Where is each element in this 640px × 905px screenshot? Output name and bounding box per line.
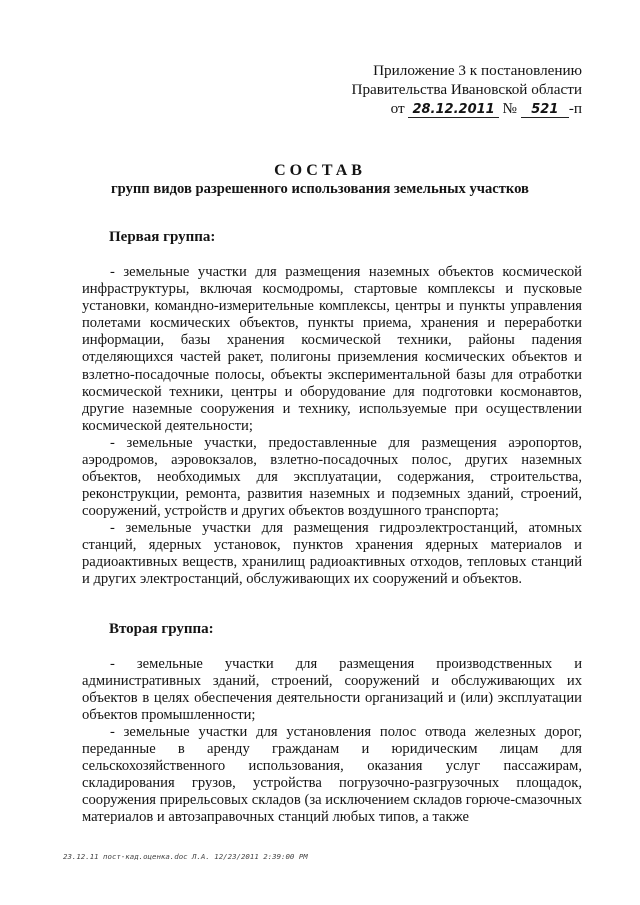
group-2-paragraph-1: - земельные участки для размещения производственных и административных зданий, строений, сооружений и обслуживающих их объектов в целях обеспечения деятельности организаций и (или) эксплуатации объектов промышленности; [82, 656, 582, 724]
number-sign: № [502, 100, 518, 117]
group-1-paragraph-3: - земельные участки для размещения гидроэлектростанций, атомных станций, ядерных установок, пунктов хранения ядерных материалов и радиоактивных веществ, хранилищ радиоактивных отходов, тепловых станций и других электростанций, обслуживающих их сооружений и объектов. [82, 520, 582, 588]
group-2-paragraph-2: - земельные участки для установления полос отвода железных дорог, переданные в аренду гражданам и юридическим лицам для сельскохозяйственного использования, оказания услуг пассажирам, складирования грузов, устройства погрузочно-разгрузочных площадок, сооружения прирельсовых складов (за исключением складов горюче-смазочных материалов и автозаправочных станций любых типов, а также [82, 724, 582, 826]
from-prefix: от [390, 100, 405, 117]
document-subtitle: групп видов разрешенного использования земельных участков [111, 181, 529, 197]
document-title: СОСТАВ [274, 162, 366, 179]
number-suffix: -п [568, 100, 582, 117]
handwritten-number: 521 [521, 103, 569, 118]
appendix-block [352, 61, 583, 118]
handwritten-date: 28.12.2011 [408, 103, 498, 118]
group-1-paragraph-2: - земельные участки, предоставленные для размещения аэропортов, аэродромов, аэровокзалов, взлетно-посадочных полос, других наземных объектов, необходимых для эксплуатации, содержания, строительства, реконструкции, ремонта, развития наземных и подземных зданий, строений, сооружений, устройств и других объектов воздушного транспорта; [82, 435, 582, 520]
group-1-paragraph-1: - земельные участки для размещения наземных объектов космической инфраструктуры, включая космодромы, стартовые комплексы и пусковые установки, командно-измерительные комплексы, центры и пункты управления полетами космических объектов, пункты приема, хранения и переработки информации, базы хранения космической техники, районы падения отделяющихся частей ракет, полигоны приземления космических объектов и взлетно-посадочные полосы, объекты экспериментальной базы для отработки космической техники, центры и оборудование для подготовки космонавтов, другие наземные сооружения и технику, используемые при осуществлении космической деятельности; [82, 264, 582, 434]
appendix-line-2: Правительства Ивановской области [351, 81, 582, 98]
group-1-heading: Первая группа: [109, 229, 216, 245]
group-2-heading: Вторая группа: [109, 621, 214, 637]
appendix-line-1: Приложение 3 к постановлению [373, 62, 582, 79]
appendix-line-3 [352, 99, 583, 118]
file-footer: 23.12.11 пост-кад.оценка.doc Л.А. 12/23/2011 2:39:00 PM [63, 852, 308, 861]
